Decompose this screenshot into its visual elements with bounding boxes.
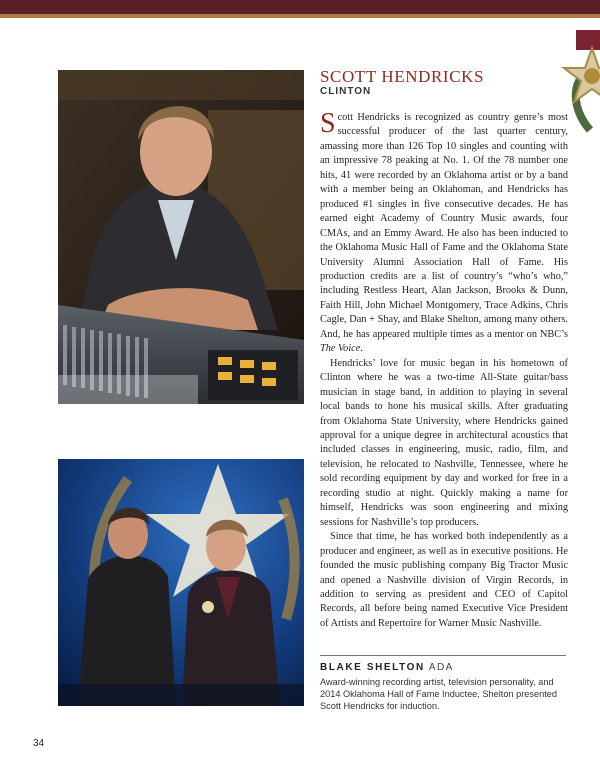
- inductee-hometown: CLINTON: [320, 86, 372, 97]
- header-accent-stripe: [0, 14, 600, 18]
- inductee-name: SCOTT HENDRICKS: [320, 67, 485, 86]
- show-title: The Voice: [320, 343, 361, 355]
- caption-divider: [320, 655, 566, 656]
- page-number: 34: [33, 738, 45, 749]
- presenter-caption: Award-winning recording artist, television personality, and 2014 Oklahoma Hall of Fame Inductee, Shelton presented Scott Hendricks for induction.: [320, 677, 557, 712]
- bio-paragraph: Scott Hendricks is recognized as country genre’s most successful producer of the last quarter century, amassing more than 126 Top 10 singles and counting with an impressive 78 peaking at No. 1. Of the 78 number one hits, 41 were recorded by an Oklahoma artist or by a band with a member being an Oklahoman, and Hendricks has produced #1 singles in five consecutive decades. He has earned eight Academy of Country Music awards, four CMAs, and an Emmy Award. He also has been inducted to the Oklahoma Music Hall of Fame and the Oklahoma State University Alumni Association Hall of Fame. His production credits are a list of country’s “who’s who,” including Restless Heart, Alan Jackson, Brooks & Dunn, Faith Hill, John Michael Montgomery, Trace Adkins, Chris Cagle, Dan + Shay, and Blake Shelton, among many others. And, he has appeared multiple times as a mentor on NBC’s The Voice.: [320, 108, 568, 355]
- header-band: [0, 0, 600, 14]
- drop-cap: S: [320, 108, 336, 139]
- bio-paragraph: Hendricks’ love for music began in his hometown of Clinton where he was a two-time All-State guitar/bass musician in stage band, in addition to playing in several local bands to hone his musical skills. After graduating from Oklahoma State University, where Hendricks gained approval for a unique degree in architectural acoustics that included classes in engineering, music, radio, film, and television, he relocated to Nashville, Tennessee, where he sold recording equipment by day and worked for free in a recording studio at night. Quickly making a name for himself, Hendricks was soon engineering and mixing sessions for Nashville’s top producers.: [320, 357, 568, 528]
- blake-shelton-presentation-photo: [58, 459, 304, 706]
- biography-text: [320, 108, 568, 631]
- presenter-name: BLAKE SHELTON ADA: [320, 662, 454, 673]
- scott-hendricks-studio-photo: [58, 70, 304, 404]
- bio-paragraph: Since that time, he has worked both independently as a producer and engineer, as well as in executive positions. He founded the music publishing company Big Tractor Music and opened a Nashville division of Virgin Records, in addition to serving as president and CEO of Capitol Records, all before being named Executive Vice President of Artists and Repertoire for Warner Music Nashville.: [320, 531, 568, 629]
